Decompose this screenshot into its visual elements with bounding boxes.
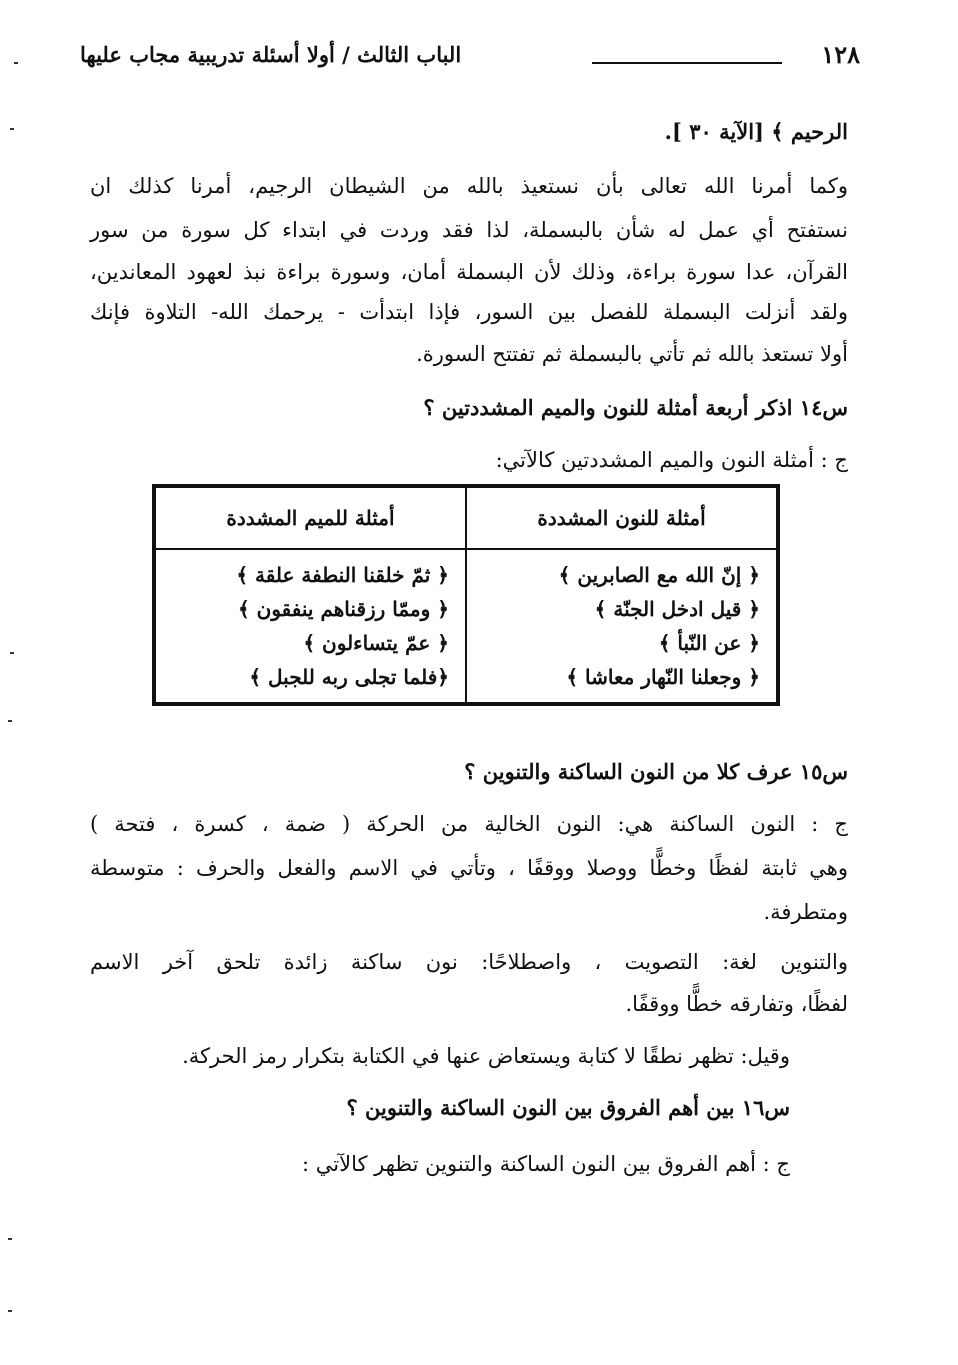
answer-15-line: ج : النون الساكنة هي: النون الخالية من الحركة ( ضمة ، كسرة ، فتحة ) [90,812,848,836]
paragraph-line: ولقد أنزلت البسملة للفصل بين السور، فإذا ابتدأت - يرحمك الله- التلاوة فإنك [90,300,848,324]
answer-15-line: ومتطرفة. [763,900,848,924]
page-number: ١٢٨ [821,40,860,69]
answer-15-line: وهي ثابتة لفظًا وخطًّا ووصلا ووقفًا ، وتأتي في الاسم والفعل والحرف : متوسطة [90,856,848,880]
noon-examples-cell [466,549,777,703]
header-rule [592,62,782,64]
table-header-noon: أمثلة للنون المشددة [466,487,777,549]
noon-example: ﴿ عن النّبأ ﴾ [658,631,760,655]
meem-example: ﴿ ثمّ خلقنا النطفة علقة ﴾ [236,563,449,587]
meem-examples-cell [155,549,466,703]
margin-mark [8,1310,12,1312]
meem-example: ﴿فلما تجلى ربه للجبل ﴾ [249,665,449,689]
answer-14: ج : أمثلة النون والميم المشددتين كالآتي: [495,448,848,472]
noon-example: ﴿ إنّ الله مع الصابرين ﴾ [558,563,760,587]
noon-example: ﴿ قيل ادخل الجنّة ﴾ [594,597,760,621]
paragraph-line: وكما أمرنا الله تعالى بأن نستعيذ بالله من الشيطان الرجيم، أمرنا كذلك ان [90,174,848,198]
paragraph-line: أولا تستعذ بالله ثم تأتي بالبسملة ثم تفتتح السورة. [416,342,848,366]
question-16: س١٦ بين أهم الفروق بين النون الساكنة والتنوين ؟ [346,1095,790,1120]
tanween-definition-line: لفظًا، وتفارقه خطًّا ووقفًا. [625,992,848,1016]
paragraph-line: نستفتح أي عمل له شأن بالبسملة، لذا فقد وردت في ابتداء كل سورة من سور [90,218,848,242]
table-header-meem: أمثلة للميم المشددة [155,487,466,549]
margin-mark [14,62,18,64]
margin-mark [10,652,14,654]
running-title: الباب الثالث / أولا أسئلة تدريبية مجاب عليها [80,42,462,67]
question-14: س١٤ اذكر أربعة أمثلة للنون والميم المشددتين ؟ [423,395,848,420]
answer-16: ج : أهم الفروق بين النون الساكنة والتنوين تظهر كالآتي : [302,1152,790,1176]
paragraph-line: القرآن، عدا سورة براءة، وذلك لأن البسملة أمان، وسورة براءة نبذ لعهود المعاندين، [90,260,848,284]
tanween-definition-line: والتنوين لغة: التصويت ، واصطلاحًا: نون ساكنة زائدة تلحق آخر الاسم [90,950,848,974]
margin-mark [8,1238,12,1240]
meem-example: ﴿ عمّ يتساءلون ﴾ [303,631,449,655]
margin-mark [8,720,12,722]
examples-table [152,484,780,706]
question-15: س١٥ عرف كلا من النون الساكنة والتنوين ؟ [464,759,848,784]
page-header [80,40,860,80]
margin-mark [10,128,14,130]
tanween-note: وقيل: تظهر نطقًا لا كتابة ويستعاض عنها في الكتابة بتكرار رمز الحركة. [182,1044,790,1068]
meem-example: ﴿ وممّا رزقناهم ينفقون ﴾ [237,597,449,621]
intro-line: الرحيم ﴾ [الآية ٣٠ ]. [664,119,848,144]
noon-example: ﴿ وجعلنا النّهار معاشا ﴾ [566,665,760,689]
